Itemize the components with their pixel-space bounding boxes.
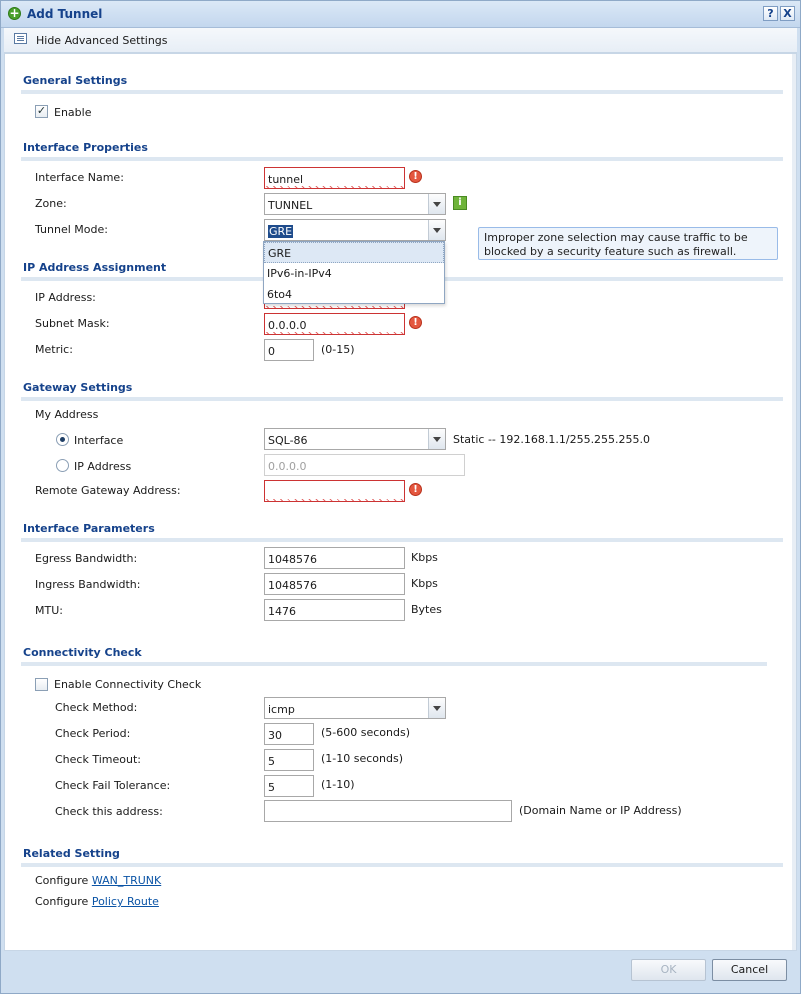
mtu-label: MTU:	[35, 604, 63, 617]
remote-gateway-label: Remote Gateway Address:	[35, 484, 181, 497]
ingress-input[interactable]: 1048576	[264, 573, 405, 595]
metric-label: Metric:	[35, 343, 73, 356]
subnet-mask-label: Subnet Mask:	[35, 317, 110, 330]
configure-label: Configure	[35, 895, 89, 908]
mtu-unit: Bytes	[411, 603, 442, 616]
cancel-button[interactable]: Cancel	[712, 959, 787, 981]
mtu-input[interactable]: 1476	[264, 599, 405, 621]
tunnel-mode-label: Tunnel Mode:	[35, 223, 108, 236]
hide-advanced-settings-button[interactable]: Hide Advanced Settings	[36, 34, 168, 47]
check-method-value: icmp	[268, 703, 295, 716]
ip-address-radio-label: IP Address	[74, 460, 132, 473]
help-button[interactable]: ?	[763, 6, 778, 21]
chevron-down-icon[interactable]	[428, 698, 445, 718]
section-divider	[21, 397, 783, 401]
ip-address-assignment-title: IP Address Assignment	[23, 261, 167, 274]
chevron-down-icon[interactable]	[428, 429, 445, 449]
interface-name-label: Interface Name:	[35, 171, 124, 184]
configure-wan-trunk-row	[35, 874, 161, 887]
check-period-label: Check Period:	[55, 727, 131, 740]
gateway-ip-input[interactable]: 0.0.0.0	[264, 454, 465, 476]
wan-trunk-link[interactable]: WAN_TRUNK	[91, 874, 162, 887]
check-address-label: Check this address:	[55, 805, 163, 818]
ok-button[interactable]: OK	[631, 959, 706, 981]
section-divider	[21, 157, 783, 161]
close-button[interactable]: X	[780, 6, 795, 21]
error-icon: !	[409, 170, 422, 183]
check-tolerance-hint: (1-10)	[321, 778, 355, 791]
gateway-settings-title: Gateway Settings	[23, 381, 133, 394]
interface-select-value: SQL-86	[268, 434, 308, 447]
check-timeout-hint: (1-10 seconds)	[321, 752, 404, 765]
zone-label: Zone:	[35, 197, 67, 210]
policy-route-link[interactable]: Policy Route	[91, 895, 159, 908]
interface-select[interactable]	[264, 428, 446, 450]
check-timeout-label: Check Timeout:	[55, 753, 141, 766]
error-icon: !	[409, 316, 422, 329]
check-tolerance-input[interactable]: 5	[264, 775, 314, 797]
tunnel-mode-select[interactable]	[264, 219, 446, 241]
dialog-footer	[1, 952, 800, 993]
section-divider	[21, 662, 767, 666]
check-tolerance-label: Check Fail Tolerance:	[55, 779, 171, 792]
egress-label: Egress Bandwidth:	[35, 552, 138, 565]
zone-tooltip: Improper zone selection may cause traffic to be blocked by a security feature such as firewall.	[478, 227, 778, 260]
enable-checkbox[interactable]: ✓	[36, 104, 47, 117]
dropdown-option[interactable]: IPv6-in-IPv4	[267, 267, 332, 280]
egress-input[interactable]: 1048576	[264, 547, 405, 569]
check-method-label: Check Method:	[55, 701, 138, 714]
tunnel-mode-dropdown	[263, 241, 445, 304]
chevron-down-icon[interactable]	[428, 194, 445, 214]
check-period-input[interactable]: 30	[264, 723, 314, 745]
check-period-hint: (5-600 seconds)	[321, 726, 411, 739]
check-method-select[interactable]	[264, 697, 446, 719]
interface-static-info: Static -- 192.168.1.1/255.255.255.0	[453, 433, 651, 446]
interface-name-input[interactable]: tunnel	[264, 167, 405, 189]
related-setting-title: Related Setting	[23, 847, 120, 860]
scrollbar[interactable]	[792, 54, 796, 950]
my-address-label: My Address	[35, 408, 99, 421]
configure-label: Configure	[35, 874, 89, 887]
configure-policy-route-row	[35, 895, 159, 908]
tunnel-mode-select-value: GRE	[269, 225, 293, 238]
subnet-mask-input[interactable]: 0.0.0.0	[264, 313, 405, 335]
enable-label: Enable	[54, 106, 92, 119]
toolbar	[4, 28, 797, 53]
section-divider	[21, 538, 783, 542]
dropdown-option[interactable]: 6to4	[267, 288, 293, 301]
info-icon[interactable]: i	[453, 196, 467, 210]
enable-connectivity-checkbox[interactable]	[35, 678, 48, 691]
check-address-hint: (Domain Name or IP Address)	[519, 804, 682, 817]
metric-hint: (0-15)	[321, 343, 355, 356]
egress-unit: Kbps	[411, 551, 438, 564]
ip-address-radio[interactable]	[56, 459, 69, 472]
title-bar[interactable]	[1, 1, 800, 28]
zone-select[interactable]	[264, 193, 446, 215]
connectivity-check-title: Connectivity Check	[23, 646, 142, 659]
remote-gateway-input[interactable]	[264, 480, 405, 502]
interface-properties-title: Interface Properties	[23, 141, 148, 154]
ip-address-label: IP Address:	[35, 291, 96, 304]
add-icon: +	[9, 6, 20, 20]
list-icon	[14, 33, 27, 44]
chevron-down-icon[interactable]	[428, 220, 445, 240]
check-address-input[interactable]	[264, 800, 512, 822]
enable-connectivity-label: Enable Connectivity Check	[54, 678, 202, 691]
interface-radio-label: Interface	[74, 434, 124, 447]
ingress-label: Ingress Bandwidth:	[35, 578, 141, 591]
general-settings-title: General Settings	[23, 74, 128, 87]
interface-radio[interactable]	[56, 433, 69, 446]
dialog-title: Add Tunnel	[27, 7, 103, 21]
error-icon: !	[409, 483, 422, 496]
section-divider	[21, 90, 783, 94]
section-divider	[21, 863, 783, 867]
interface-parameters-title: Interface Parameters	[23, 522, 155, 535]
metric-input[interactable]: 0	[264, 339, 314, 361]
dropdown-option[interactable]: GRE	[264, 242, 444, 263]
zone-select-value: TUNNEL	[268, 199, 313, 212]
ingress-unit: Kbps	[411, 577, 438, 590]
check-timeout-input[interactable]: 5	[264, 749, 314, 771]
